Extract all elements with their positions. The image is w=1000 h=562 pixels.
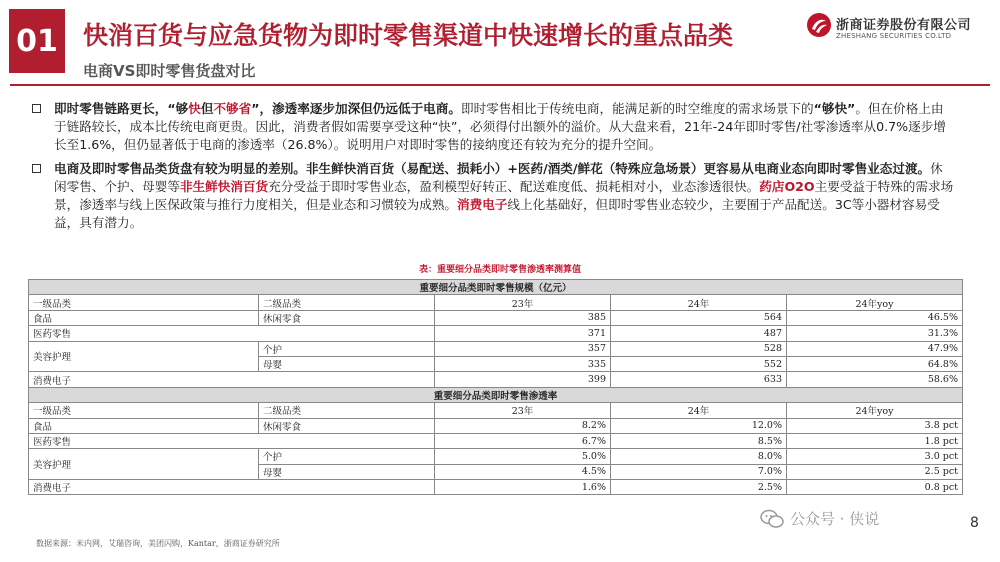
col-header-l2: 二级品类 — [259, 295, 435, 310]
col-header-23: 23年 — [435, 403, 611, 418]
cell-value: 2.5% — [611, 480, 787, 495]
bullet-text: ”，渗透率逐步加深但仍远低于电商。 — [251, 101, 461, 116]
bullet-highlight: 快 — [188, 101, 201, 116]
cell-l2: 母婴 — [259, 356, 435, 371]
cell-l1: 医药零售 — [29, 326, 435, 341]
col-header-24: 24年 — [611, 403, 787, 418]
bullet-text: 休闲零售、个护、母婴等 — [54, 161, 943, 194]
cell-value: 8.2% — [435, 418, 611, 433]
page-title: 快消百货与应急货物为即时零售渠道中快速增长的重点品类 — [83, 21, 734, 50]
bullet-text: 但 — [200, 101, 214, 116]
bullet-text: 线上化基础好，但即时零售业态较少，主要囿于产品配送。3C等小器材容易受益，具有潜力。 — [54, 197, 940, 230]
cell-l2: 个护 — [259, 449, 435, 464]
section-number: 01 — [16, 23, 58, 59]
penetration-table — [28, 279, 963, 495]
zheshang-logo-icon — [806, 12, 832, 38]
bullet-highlight: 药店O2O — [759, 179, 815, 194]
cell-value: 633 — [611, 372, 787, 387]
cell-value: 6.7% — [435, 433, 611, 448]
cell-l2: 个护 — [259, 341, 435, 356]
cell-value: 552 — [611, 356, 787, 371]
section-number-badge — [9, 9, 65, 73]
cell-value: 335 — [435, 356, 611, 371]
col-header-23: 23年 — [435, 295, 611, 310]
cell-value: 2.5 pct — [787, 464, 963, 479]
cell-value: 47.9% — [787, 341, 963, 356]
col-header-yoy: 24年yoy — [787, 403, 963, 418]
bullet-text: 即时零售相比于传统电商，能满足新的时空维度的需求场景下的 — [460, 101, 814, 116]
page-subtitle: 电商VS即时零售货盘对比 — [83, 62, 256, 80]
section-title-penetration: 重要细分品类即时零售渗透率 — [29, 387, 963, 402]
table-row — [29, 341, 963, 356]
col-header-l2: 二级品类 — [259, 403, 435, 418]
cell-value: 528 — [611, 341, 787, 356]
cell-value: 3.8 pct — [787, 418, 963, 433]
cell-l1: 美容护理 — [29, 341, 259, 372]
table-caption: 表：重要细分品类即时零售渗透率测算值 — [418, 265, 581, 275]
bullet-text: 。但在价格上由于链路较长，成本比传统电商更贵。因此，消费者假如需要享受这种“快”，必须得付出额外的溢价。从大盘来看，21年-24年即时零售/社零渗透率从0.7%逐步增长至1.6%，但仍显著低于电商的渗透率（26.8%）。说明用户对即时零售的接纳度还有较为充分的提升空间。 — [54, 101, 946, 152]
cell-value: 7.0% — [611, 464, 787, 479]
bullet-highlight: 非生鲜快消百货 — [179, 179, 269, 194]
bullet-square-icon — [32, 164, 41, 173]
table-section-header — [29, 280, 963, 295]
cell-l1: 食品 — [29, 418, 259, 433]
table-row — [29, 449, 963, 464]
cell-value: 8.5% — [611, 433, 787, 448]
cell-value: 5.0% — [435, 449, 611, 464]
data-source-note: 数据来源：米内网，艾瑞咨询，美团闪购，Kantar，浙商证券研究所 — [36, 539, 280, 548]
cell-value: 3.0 pct — [787, 449, 963, 464]
section-title-scale: 重要细分品类即时零售规模（亿元） — [29, 280, 963, 295]
header-divider — [10, 84, 990, 86]
cell-value: 357 — [435, 341, 611, 356]
cell-l2: 休闲零食 — [259, 418, 435, 433]
table-row — [29, 418, 963, 433]
cell-value: 487 — [611, 326, 787, 341]
company-logo — [806, 10, 986, 46]
cell-value: 1.8 pct — [787, 433, 963, 448]
cell-value: 64.8% — [787, 356, 963, 371]
bullet-item-2 — [36, 160, 954, 232]
bullet-text: “够快” — [813, 101, 856, 116]
bullet-highlight: 消费电子 — [457, 197, 508, 212]
col-header-l1: 一级品类 — [29, 295, 259, 310]
cell-value: 8.0% — [611, 449, 787, 464]
cell-l1: 消费电子 — [29, 480, 435, 495]
cell-l2: 母婴 — [259, 464, 435, 479]
table-section-header — [29, 387, 963, 402]
bullet-list — [36, 100, 954, 238]
cell-l1: 美容护理 — [29, 449, 259, 480]
bullet-text: 主要受益于特殊的需求场景，渗透率与线上医保政策与推行力度相关，但是业态和习惯较为成熟。 — [54, 179, 954, 212]
bullet-text: 即时零售链路更长，“够 — [54, 101, 189, 116]
table-row — [29, 372, 963, 387]
table-row — [29, 480, 963, 495]
cell-value: 31.3% — [787, 326, 963, 341]
cell-value: 385 — [435, 310, 611, 325]
cell-value: 4.5% — [435, 464, 611, 479]
cell-l1: 消费电子 — [29, 372, 435, 387]
bullet-item-1 — [36, 100, 954, 154]
bullet-text: 充分受益于即时零售业态，盈利模型好转正、配送难度低、损耗相对小，业态渗透很快。 — [268, 179, 760, 194]
table-header-row — [29, 403, 963, 418]
watermark — [760, 508, 879, 529]
cell-value: 12.0% — [611, 418, 787, 433]
cell-value: 399 — [435, 372, 611, 387]
company-name-cn: 浙商证券股份有限公司 — [836, 18, 972, 33]
table-row — [29, 433, 963, 448]
col-header-l1: 一级品类 — [29, 403, 259, 418]
col-header-24: 24年 — [611, 295, 787, 310]
bullet-highlight: 不够省 — [213, 101, 252, 116]
watermark-text: 公众号 · 侠说 — [790, 510, 880, 528]
bullet-square-icon — [32, 104, 41, 113]
table-row — [29, 326, 963, 341]
cell-value: 46.5% — [787, 310, 963, 325]
bullet-text: 电商及即时零售品类货盘有较为明显的差别。非生鲜快消百货（易配送、损耗小）+医药/酒类/鲜花（特殊应急场景）更容易从电商业态向即时零售业态过渡。 — [54, 161, 931, 176]
cell-value: 1.6% — [435, 480, 611, 495]
cell-value: 58.6% — [787, 372, 963, 387]
cell-value: 0.8 pct — [787, 480, 963, 495]
table-row — [29, 310, 963, 325]
cell-l2: 休闲零食 — [259, 310, 435, 325]
cell-value: 564 — [611, 310, 787, 325]
col-header-yoy: 24年yoy — [787, 295, 963, 310]
cell-l1: 食品 — [29, 310, 259, 325]
wechat-icon — [760, 509, 784, 529]
cell-l1: 医药零售 — [29, 433, 435, 448]
table-header-row — [29, 295, 963, 310]
cell-value: 371 — [435, 326, 611, 341]
page-number: 8 — [970, 515, 979, 531]
company-name-en: ZHESHANG SECURITIES CO.LTD — [836, 32, 952, 40]
